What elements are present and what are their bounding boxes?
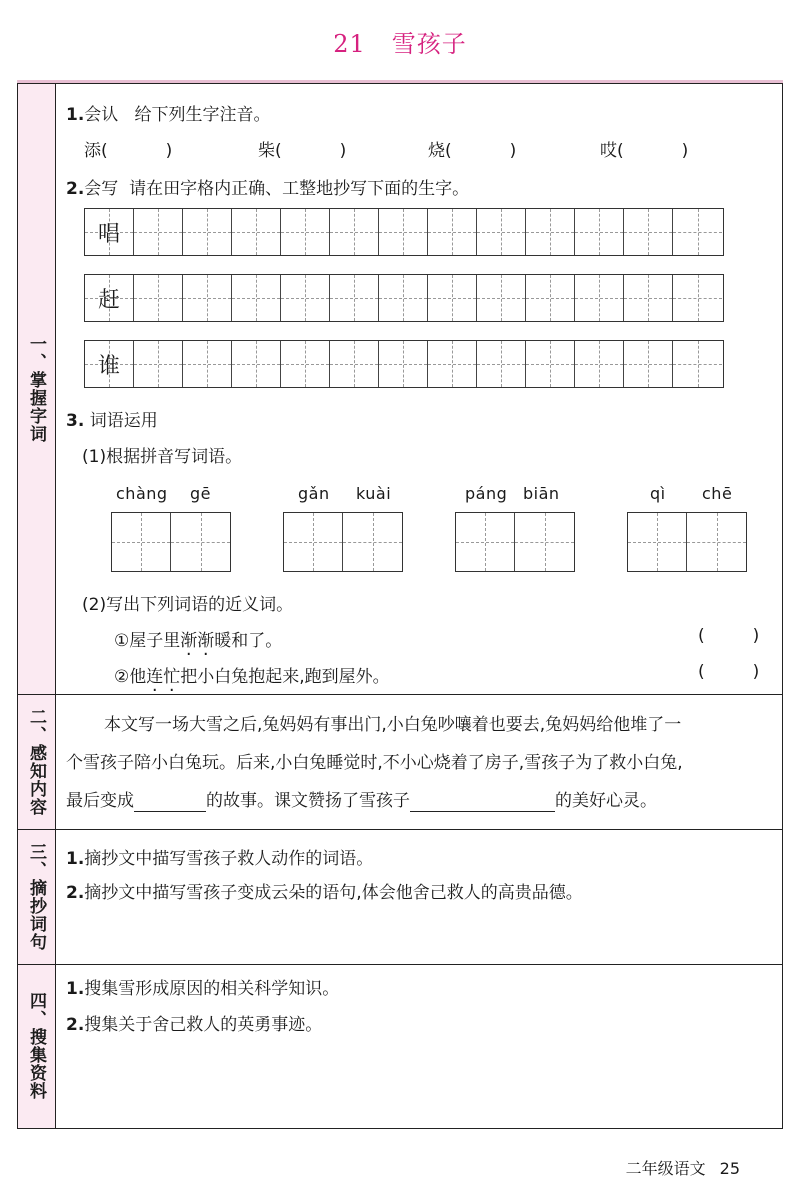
- summary-line-1: 本文写一场大雪之后,兔妈妈有事出门,小白兔吵嚷着也要去,兔妈妈给他堆了一: [104, 715, 682, 735]
- worksheet: [17, 83, 783, 1129]
- page-title: [0, 24, 800, 59]
- pinyin-2b: kuài: [356, 484, 392, 503]
- pinyin-3a: páng: [465, 484, 508, 503]
- excerpt-item-1: 1.摘抄文中描写雪孩子救人动作的词语。: [66, 849, 374, 869]
- q1-item-4: 哎( ): [600, 141, 689, 161]
- pinyin-3b: biān: [523, 484, 560, 503]
- synonym-sentence-1: ①屋子里渐渐暖和了。: [114, 631, 283, 651]
- model-char-3: 谁: [97, 353, 120, 379]
- pinyin-1a: chàng: [116, 484, 168, 503]
- q2-heading: 2.会写 请在田字格内正确、工整地抄写下面的生字。: [66, 179, 470, 199]
- writing-grid-row-1[interactable]: [84, 208, 724, 256]
- divider-2: [18, 829, 782, 830]
- divider-1: [18, 694, 782, 695]
- q1-heading: 1.会认 给下列生字注音。: [66, 105, 271, 125]
- summary-blank-2[interactable]: [410, 791, 555, 812]
- research-item-1: 1.搜集雪形成原因的相关科学知识。: [66, 979, 340, 999]
- summary-line-3: 最后变成 的故事。课文赞扬了雪孩子 的美好心灵。: [66, 791, 657, 811]
- word-box-3[interactable]: [455, 512, 575, 572]
- section3-label: 三、摘抄词句: [26, 842, 46, 951]
- q1-item-2: 柴( ): [258, 141, 347, 161]
- q1-item-1: 添( ): [84, 141, 173, 161]
- synonym-answer-2[interactable]: ( ): [698, 662, 760, 682]
- model-char-1: 唱: [97, 221, 120, 247]
- pinyin-1b: gē: [190, 484, 211, 503]
- section1-label: 一、掌握字词: [26, 335, 46, 443]
- page-footer: [626, 1156, 740, 1179]
- pinyin-2a: gǎn: [298, 484, 330, 503]
- synonym-sentence-2: ②他连忙把小白兔抱起来,跑到屋外。: [114, 667, 390, 687]
- word-box-1[interactable]: [111, 512, 231, 572]
- word-box-2[interactable]: [283, 512, 403, 572]
- model-char-2: 赶: [97, 287, 120, 313]
- pinyin-4a: qì: [650, 484, 666, 503]
- pinyin-4b: chē: [702, 484, 733, 503]
- summary-line-2: 个雪孩子陪小白兔玩。后来,小白兔睡觉时,不小心烧着了房子,雪孩子为了救小白兔,: [66, 753, 683, 773]
- summary-blank-1[interactable]: [134, 791, 206, 812]
- section2-label: 二、感知内容: [26, 707, 46, 816]
- writing-grid-row-3[interactable]: [84, 340, 724, 388]
- writing-grid-row-2[interactable]: [84, 274, 724, 322]
- excerpt-item-2: 2.摘抄文中描写雪孩子变成云朵的语句,体会他舍己救人的高贵品德。: [66, 883, 583, 903]
- lesson-title: 雪孩子: [391, 30, 467, 58]
- synonym-answer-1[interactable]: ( ): [698, 626, 760, 646]
- divider-3: [18, 964, 782, 965]
- q3-sub1: (1)根据拼音写词语。: [82, 447, 243, 467]
- word-box-4[interactable]: [627, 512, 747, 572]
- footer-subject: 二年级语文: [625, 1159, 706, 1178]
- lesson-number: 21: [333, 30, 366, 58]
- q3-sub2: (2)写出下列词语的近义词。: [82, 595, 294, 615]
- page-number: 25: [719, 1159, 740, 1178]
- q3-heading: 3. 词语运用: [66, 411, 158, 431]
- section4-label: 四、搜集资料: [26, 992, 46, 1100]
- q1-item-3: 烧( ): [428, 141, 517, 161]
- research-item-2: 2.搜集关于舍己救人的英勇事迹。: [66, 1015, 323, 1035]
